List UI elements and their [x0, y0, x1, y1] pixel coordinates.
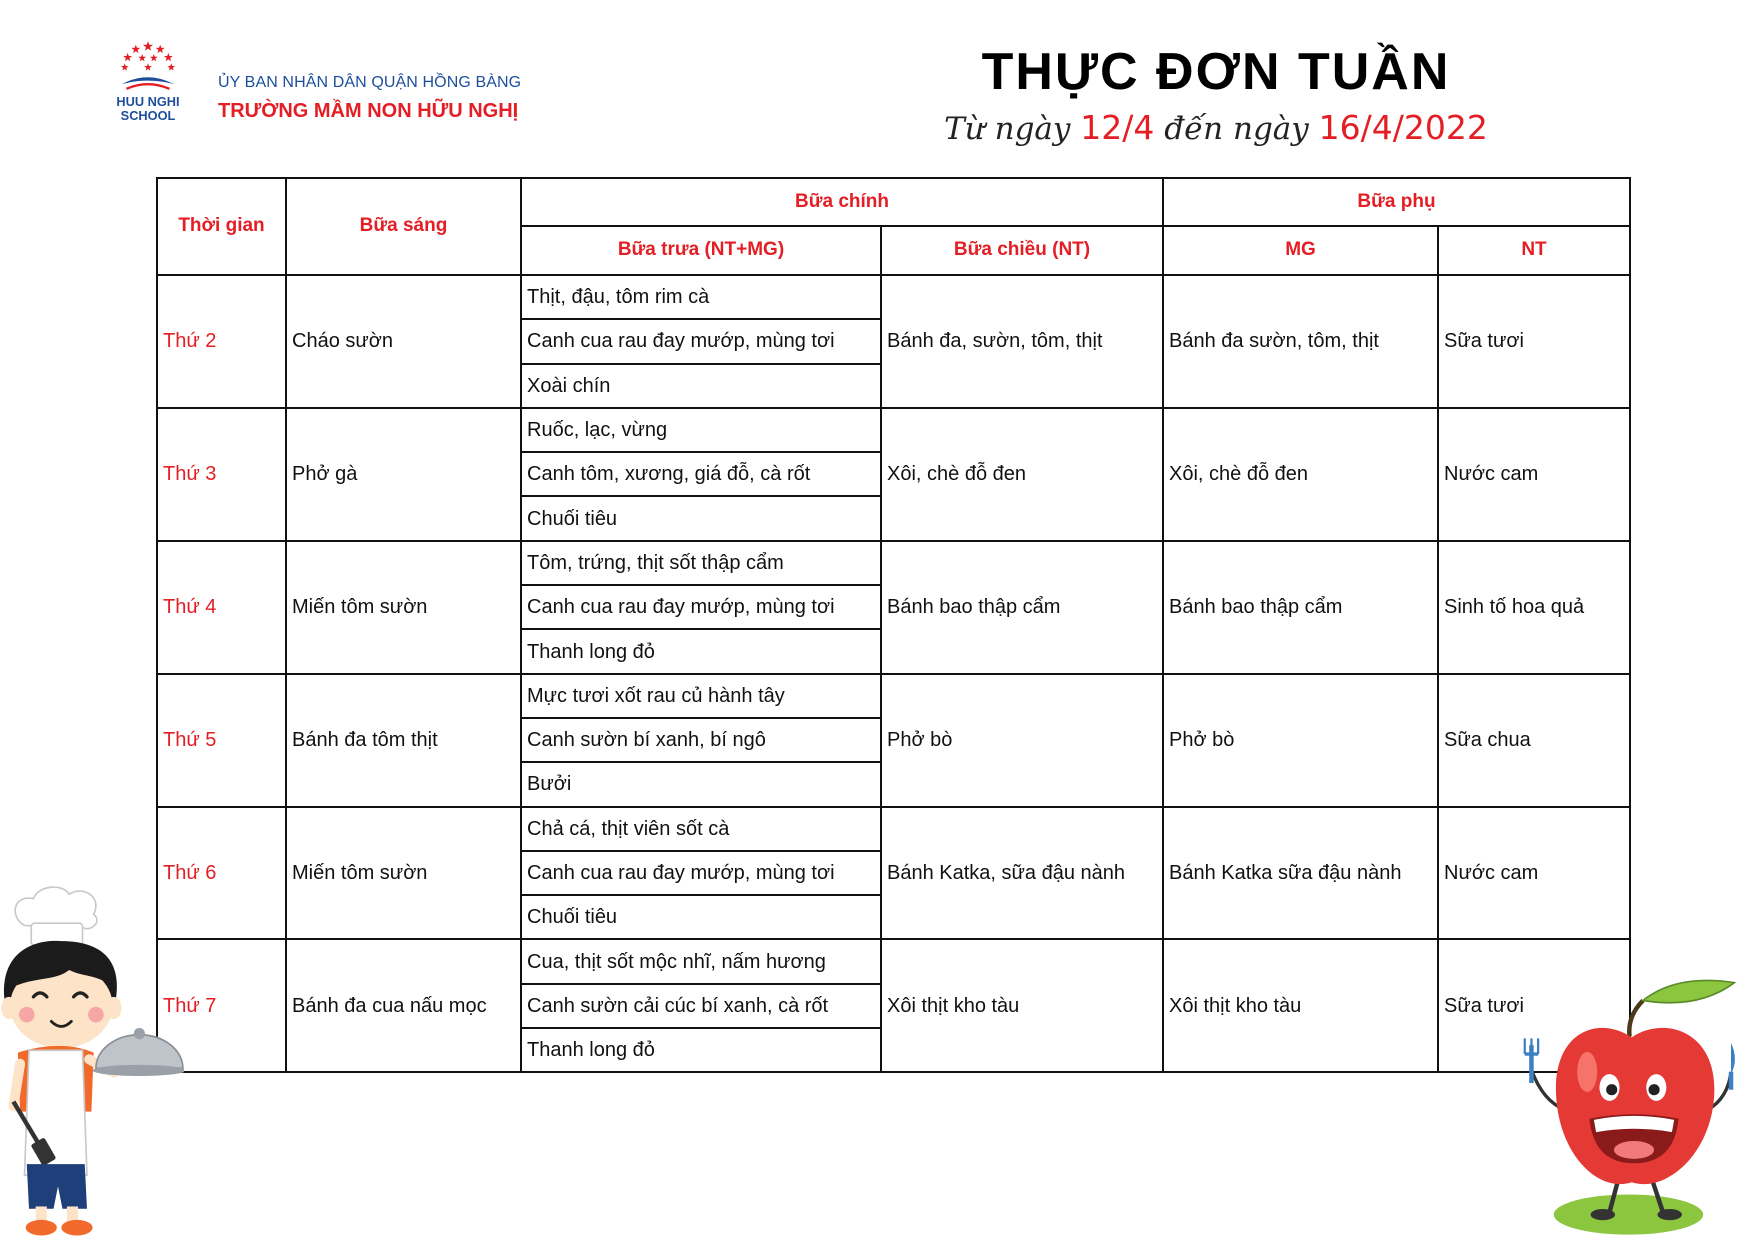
lunch-item: Thanh long đỏ	[521, 629, 881, 673]
logo-text-line2: SCHOOL	[120, 108, 176, 124]
afternoon-cell: Xôi, chè đỗ đen	[881, 408, 1163, 541]
chef-kid-illustration	[0, 883, 184, 1240]
page-title: THỰC ĐƠN TUẦN	[981, 43, 1451, 101]
snack-mg-cell: Xôi, chè đỗ đen	[1163, 408, 1438, 541]
lunch-item: Chả cá, thịt viên sốt cà	[521, 807, 881, 851]
snack-mg-cell: Phở bò	[1163, 674, 1438, 807]
snack-nt-cell: Nước cam	[1438, 408, 1630, 541]
breakfast-cell: Miến tôm sườn	[286, 807, 521, 940]
day-label: Thứ 4	[157, 541, 286, 674]
breakfast-cell: Cháo sườn	[286, 275, 521, 408]
header-snack: Bữa phụ	[1163, 178, 1630, 226]
snack-nt-cell: Nước cam	[1438, 807, 1630, 940]
snack-nt-cell: Sữa tươi	[1438, 275, 1630, 408]
afternoon-cell: Phở bò	[881, 674, 1163, 807]
date-range	[936, 108, 1496, 148]
breakfast-cell: Bánh đa cua nấu mọc	[286, 939, 521, 1072]
lunch-item: Xoài chín	[521, 364, 881, 408]
lunch-item: Mực tươi xốt rau củ hành tây	[521, 674, 881, 718]
header-afternoon: Bữa chiều (NT)	[881, 226, 1163, 275]
logo-text-line1: HUU NGHI	[116, 94, 180, 110]
school-logo-icon	[110, 40, 186, 126]
lunch-item: Chuối tiêu	[521, 895, 881, 939]
weekly-menu-table	[156, 177, 1631, 1073]
snack-mg-cell: Bánh đa sườn, tôm, thịt	[1163, 275, 1438, 408]
lunch-item: Canh cua rau đay mướp, mùng tơi	[521, 851, 881, 895]
header-snack-mg: MG	[1163, 226, 1438, 275]
breakfast-cell: Bánh đa tôm thịt	[286, 674, 521, 807]
lunch-item: Canh cua rau đay mướp, mùng tơi	[521, 319, 881, 363]
table-row	[157, 275, 1630, 319]
lunch-item: Chuối tiêu	[521, 496, 881, 540]
afternoon-cell: Bánh bao thập cẩm	[881, 541, 1163, 674]
day-label: Thứ 2	[157, 275, 286, 408]
lunch-item: Canh sườn bí xanh, bí ngô	[521, 718, 881, 762]
lunch-item: Canh cua rau đay mướp, mùng tơi	[521, 585, 881, 629]
lunch-item: Thanh long đỏ	[521, 1028, 881, 1072]
header-time: Thời gian	[157, 178, 286, 275]
lunch-item: Canh tôm, xương, giá đỗ, cà rốt	[521, 452, 881, 496]
date-to-label: đến ngày	[1164, 111, 1309, 147]
snack-mg-cell: Xôi thịt kho tàu	[1163, 939, 1438, 1072]
organization-name: ỦY BAN NHÂN DÂN QUẬN HỒNG BÀNG	[218, 74, 522, 91]
table-row	[157, 807, 1630, 851]
table-row	[157, 939, 1630, 983]
day-label: Thứ 6	[157, 807, 286, 940]
breakfast-cell: Phở gà	[286, 408, 521, 541]
lunch-item: Cua, thịt sốt mộc nhĩ, nấm hương	[521, 939, 881, 983]
date-from-label: Từ ngày	[944, 111, 1071, 147]
header-main-meal: Bữa chính	[521, 178, 1163, 226]
snack-nt-cell: Sữa tươi	[1438, 939, 1630, 1072]
lunch-item: Bưởi	[521, 762, 881, 806]
day-label: Thứ 7	[157, 939, 286, 1072]
snack-nt-cell: Sinh tố hoa quả	[1438, 541, 1630, 674]
lunch-item: Ruốc, lạc, vừng	[521, 408, 881, 452]
school-name: TRƯỜNG MẦM NON HỮU NGHỊ	[218, 100, 519, 122]
lunch-item: Tôm, trứng, thịt sốt thập cẩm	[521, 541, 881, 585]
afternoon-cell: Xôi thịt kho tàu	[881, 939, 1163, 1072]
table-row	[157, 541, 1630, 585]
date-from: 12/4	[1080, 108, 1155, 147]
header-breakfast: Bữa sáng	[286, 178, 521, 275]
afternoon-cell: Bánh Katka, sữa đậu nành	[881, 807, 1163, 940]
breakfast-cell: Miến tôm sườn	[286, 541, 521, 674]
snack-mg-cell: Bánh bao thập cẩm	[1163, 541, 1438, 674]
table-row	[157, 408, 1630, 452]
header-row	[157, 178, 1630, 226]
lunch-item: Canh sườn cải cúc bí xanh, cà rốt	[521, 984, 881, 1028]
apple-mascot-illustration	[1520, 976, 1738, 1238]
day-label: Thứ 3	[157, 408, 286, 541]
header-snack-nt: NT	[1438, 226, 1630, 275]
table-row	[157, 674, 1630, 718]
title-block	[936, 43, 1496, 148]
snack-mg-cell: Bánh Katka sữa đậu nành	[1163, 807, 1438, 940]
lunch-item: Thịt, đậu, tôm rim cà	[521, 275, 881, 319]
snack-nt-cell: Sữa chua	[1438, 674, 1630, 807]
header-lunch: Bữa trưa (NT+MG)	[521, 226, 881, 275]
day-label: Thứ 5	[157, 674, 286, 807]
date-to: 16/4/2022	[1318, 108, 1488, 147]
afternoon-cell: Bánh đa, sườn, tôm, thịt	[881, 275, 1163, 408]
